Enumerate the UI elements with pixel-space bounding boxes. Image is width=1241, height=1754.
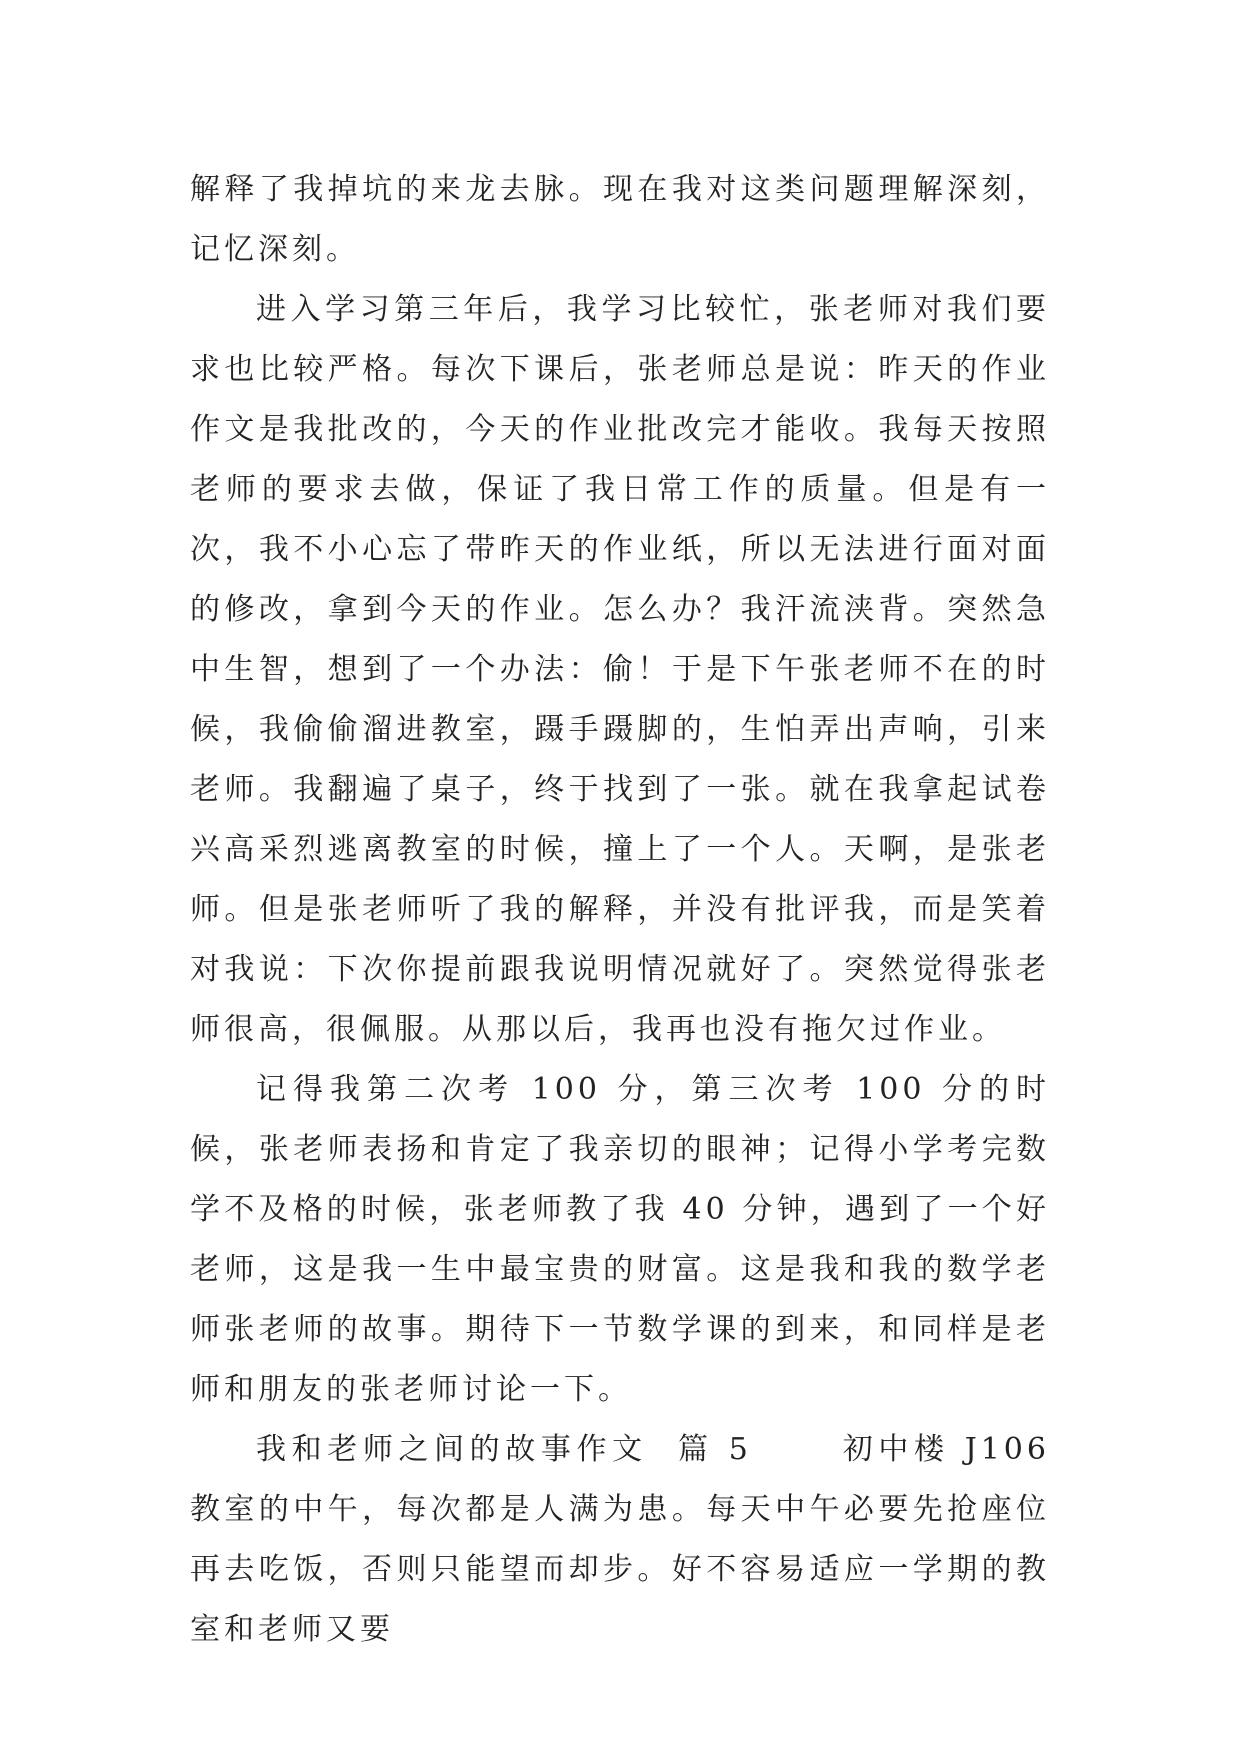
body-text (190, 160, 1064, 1660)
paragraph-3: 记得我第二次考 100 分，第三次考 100 分的时候，张老师表扬和肯定了我亲切的眼神；记得小学考完数学不及格的时候，张老师教了我 40 分钟，遇到了一个好老师，这是我一生中最宝贵的财富。这是我和我的数学老师张老师的故事。期待下一节数学课的到来，和同样是老师和朋友的张老师讨论一下。 (190, 1072, 1050, 1407)
paragraph-4: 我和老师之间的故事作文 篇 5 初中楼 J106 教室的中午，每次都是人满为患。每天中午必要先抢座位再去吃饭，否则只能望而却步。好不容易适应一学期的教室和老师又要 (190, 1432, 1064, 1647)
paragraph-1: 解释了我掉坑的来龙去脉。现在我对这类问题理解深刻，记忆深刻。 (190, 172, 1050, 267)
paragraph-2: 进入学习第三年后，我学习比较忙，张老师对我们要求也比较严格。每次下课后，张老师总是说：昨天的作业作文是我批改的，今天的作业批改完才能收。我每天按照老师的要求去做，保证了我日常工作的质量。但是有一次，我不小心忘了带昨天的作业纸，所以无法进行面对面的修改，拿到今天的作业。怎么办？我汗流浃背。突然急中生智，想到了一个办法：偷！于是下午张老师不在的时候，我偷偷溜进教室，蹑手蹑脚的，生怕弄出声响，引来老师。我翻遍了桌子，终于找到了一张。就在我拿起试卷兴高采烈逃离教室的时候，撞上了一个人。天啊，是张老师。但是张老师听了我的解释，并没有批评我，而是笑着对我说：下次你提前跟我说明情况就好了。突然觉得张老师很高，很佩服。从那以后，我再也没有拖欠过作业。 (190, 292, 1050, 1047)
